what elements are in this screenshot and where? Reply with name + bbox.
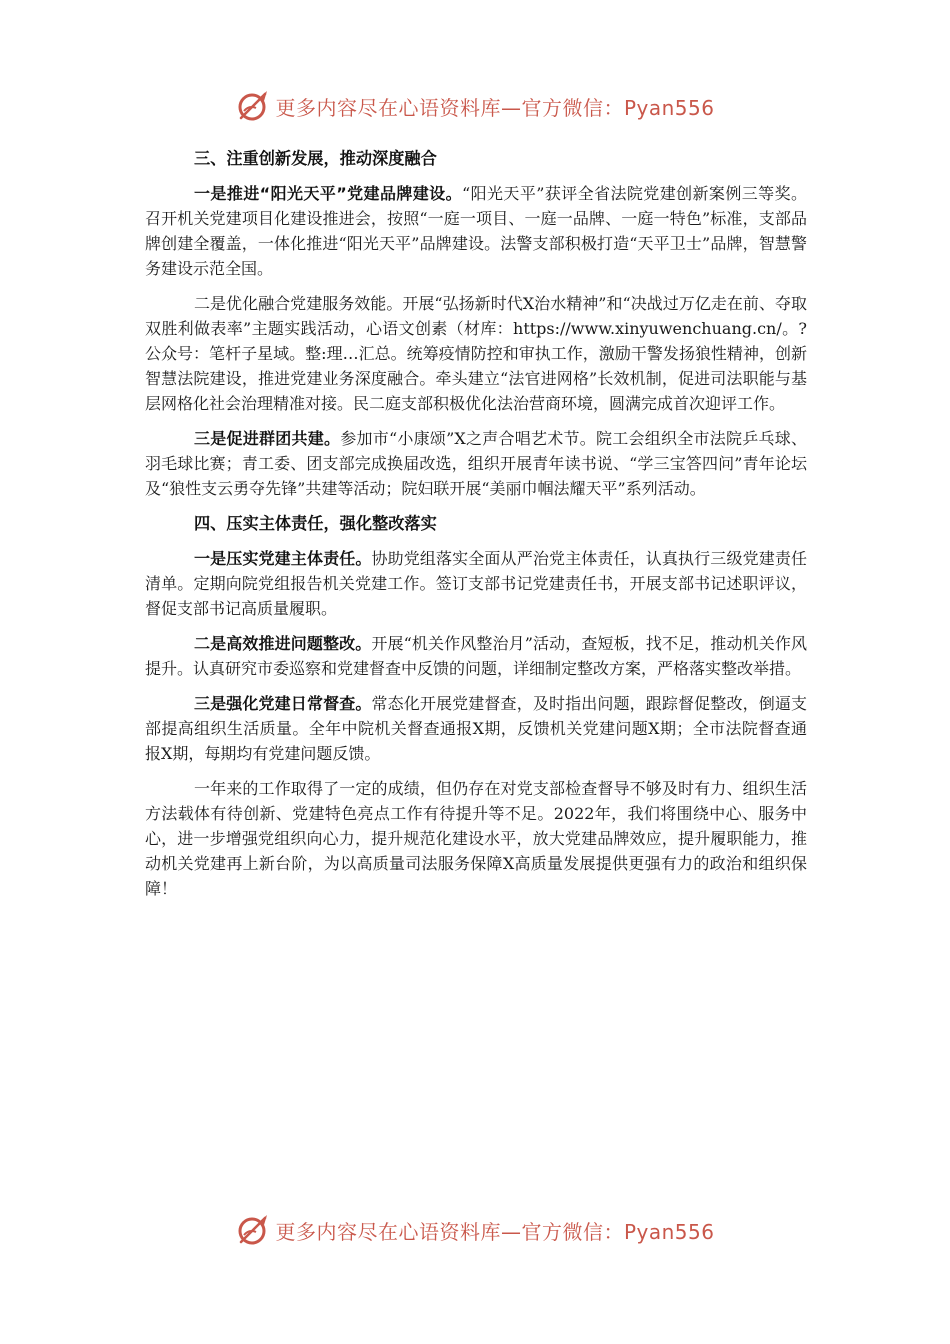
paragraph-7-text: 一年来的工作取得了一定的成绩，但仍存在对党支部检查督导不够及时有力、组织生活方法载体有待创新、党建特色亮点工作有待提升等不足。2022年，我们将围绕中心、服务中心，进一步增强党组织向心力，提升规范化建设水平，放大党建品牌效应，提升履职能力，推动机关党建再上新台阶，为以高质量司法服务保障X高质量发展提供更强有力的政治和组织保障！ xyxy=(145,779,807,898)
writing-brush-logo-icon xyxy=(235,88,271,124)
paragraph-6-lead: 三是强化党建日常督查。 xyxy=(194,694,372,713)
paragraph-5 xyxy=(145,631,807,681)
paragraph-6-text: 常态化开展党建督查，及时指出问题，跟踪督促整改，倒逼支部提高组织生活质量。全年中院机关督查通报X期，反馈机关党建问题X期；全市法院督查通报X期，每期均有党建问题反馈。 xyxy=(145,694,807,763)
section-heading-3: 三、注重创新发展，推动深度融合 xyxy=(194,149,437,168)
writing-brush-logo-icon xyxy=(235,1212,271,1248)
paragraph-5-text: 开展“机关作风整治月”活动，查短板，找不足，推动机关作风提升。认真研究市委巡察和党建督查中反馈的问题，详细制定整改方案，严格落实整改举措。 xyxy=(145,634,807,678)
paragraph-6 xyxy=(145,691,807,766)
document-body xyxy=(145,146,807,911)
header-watermark xyxy=(0,86,950,126)
footer-watermark-text: 更多内容尽在心语资料库—官方微信：Pyan556 xyxy=(275,1219,715,1244)
footer-watermark xyxy=(0,1210,950,1250)
paragraph-5-lead: 二是高效推进问题整改。 xyxy=(194,634,372,653)
paragraph-2 xyxy=(145,291,807,416)
paragraph-1-text: “阳光天平”获评全省法院党建创新案例三等奖。召开机关党建项目化建设推进会，按照“一庭一项目、一庭一品牌、一庭一特色”标准，支部品牌创建全覆盖，一体化推进“阳光天平”品牌建设。法警支部积极打造“天平卫士”品牌，智慧警务建设示范全国。 xyxy=(145,184,807,278)
paragraph-4 xyxy=(145,546,807,621)
paragraph-2-text: 二是优化融合党建服务效能。开展“弘扬新时代X治水精神”和“决战过万亿走在前、夺取双胜利做表率”主题实践活动，心语文创素（材库：https://www.xinyuwenchuang.cn/。?公众号：笔杆子星域。整:理…汇总。统筹疫情防控和审执工作，激励干警发扬狼性精神，创新智慧法院建设，推进党建业务深度融合。牵头建立“法官进网格”长效机制，促进司法职能与基层网格化社会治理精准对接。民二庭支部积极优化法治营商环境，圆满完成首次迎评工作。 xyxy=(145,294,807,413)
paragraph-4-lead: 一是压实党建主体责任。 xyxy=(194,549,372,568)
paragraph-7 xyxy=(145,776,807,901)
paragraph-3-text: 参加市“小康颂”X之声合唱艺术节。院工会组织全市法院乒乓球、羽毛球比赛；青工委、团支部完成换届改选，组织开展青年读书说、“学三宝答四问”青年论坛及“狼性支云勇夺先锋”共建等活动；院妇联开展“美丽巾帼法耀天平”系列活动。 xyxy=(145,429,807,498)
paragraph-1 xyxy=(145,181,807,281)
paragraph-1-lead: 一是推进“阳光天平”党建品牌建设。 xyxy=(194,184,463,203)
paragraph-3-lead: 三是促进群团共建。 xyxy=(194,429,341,448)
paragraph-4-text: 协助党组落实全面从严治党主体责任，认真执行三级党建责任清单。定期向院党组报告机关党建工作。签订支部书记党建责任书，开展支部书记述职评议，督促支部书记高质量履职。 xyxy=(145,549,807,618)
section-heading-4: 四、压实主体责任，强化整改落实 xyxy=(194,514,437,533)
header-watermark-text: 更多内容尽在心语资料库—官方微信：Pyan556 xyxy=(275,95,715,120)
paragraph-3 xyxy=(145,426,807,501)
